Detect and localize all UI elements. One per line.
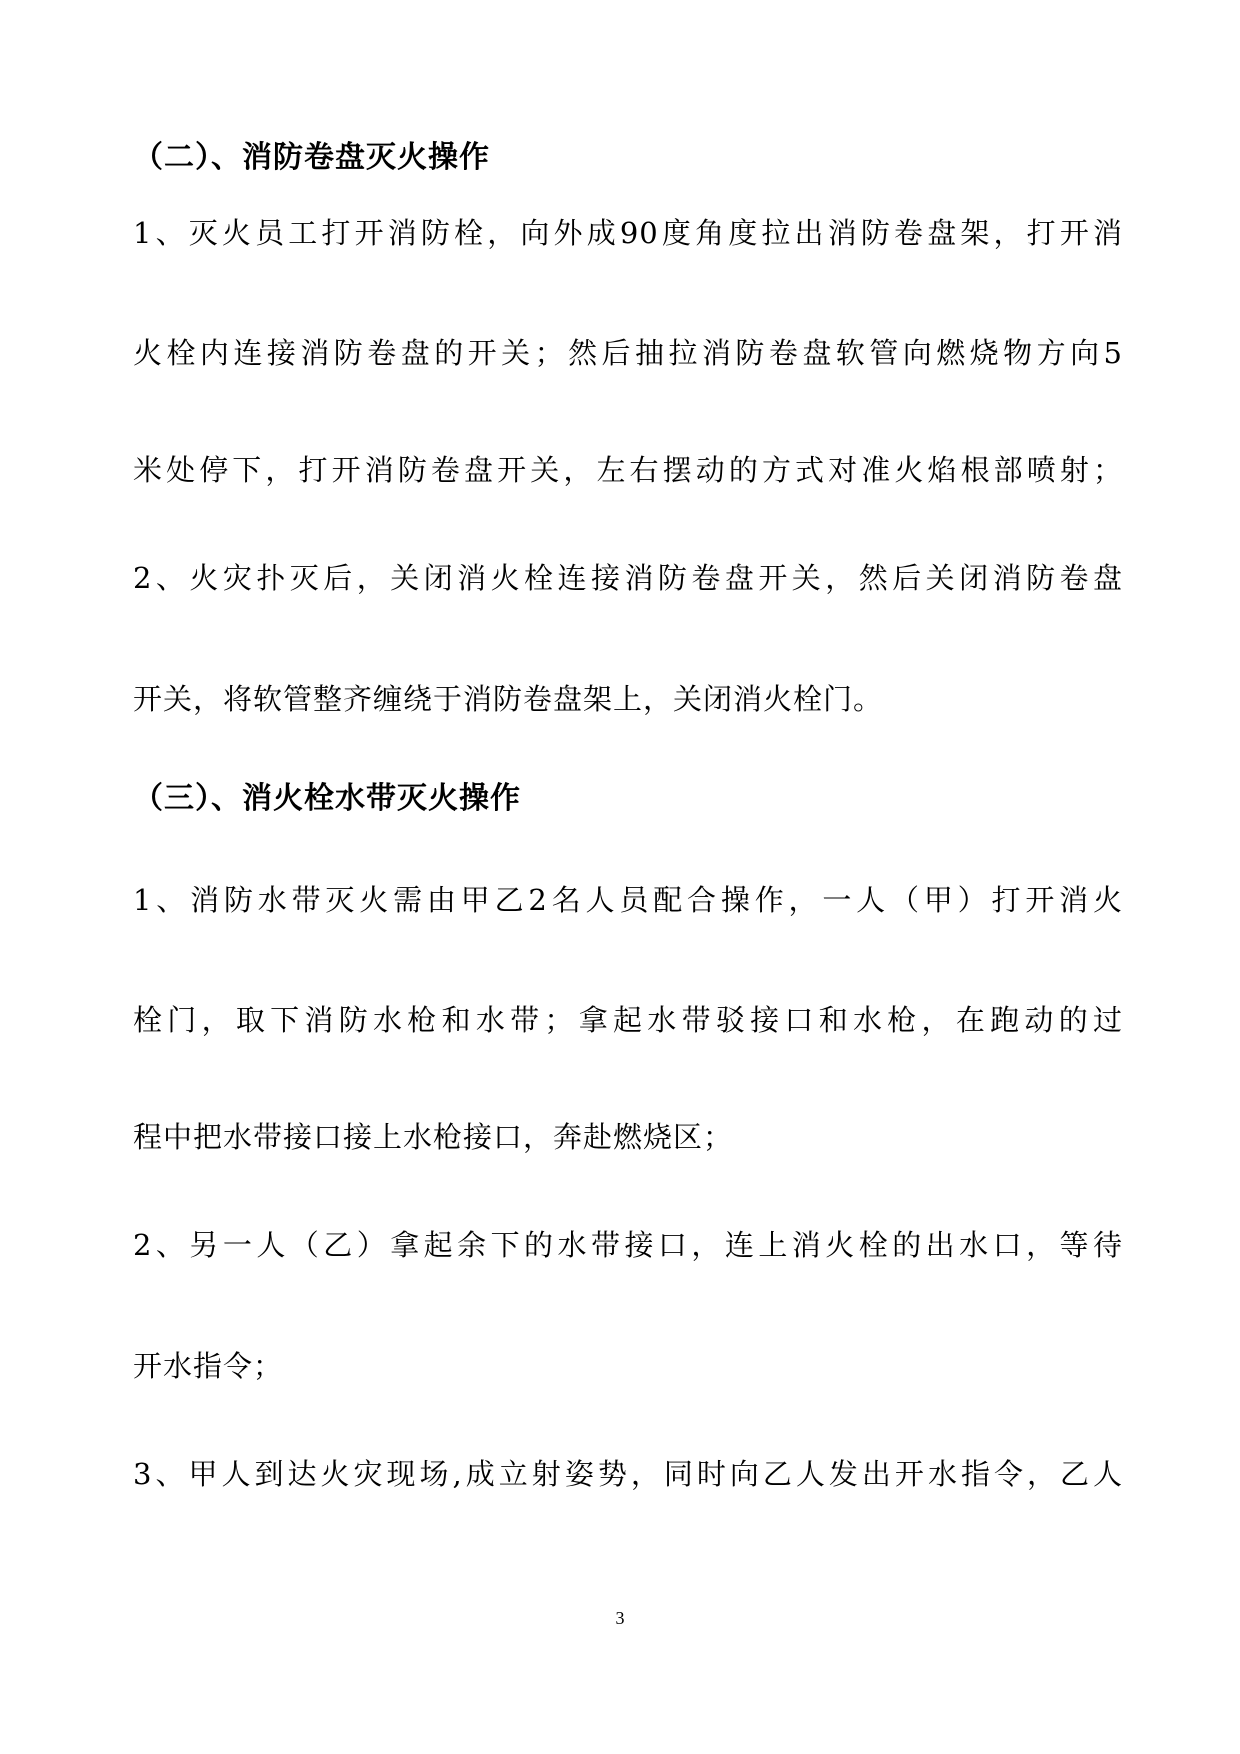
paragraph-line: 3、甲人到达火灾现场,成立射姿势，同时向乙人发出开水指令，乙人 [133,1457,1123,1491]
paragraph-line: 2、另一人（乙）拿起余下的水带接口，连上消火栓的出水口，等待 [133,1228,1123,1262]
paragraph-line: 2、火灾扑灭后，关闭消火栓连接消防卷盘开关，然后关闭消防卷盘 [133,561,1123,595]
page-number: 3 [615,1608,625,1628]
paragraph-line: 开关，将软管整齐缠绕于消防卷盘架上，关闭消火栓门。 [133,682,884,716]
section-heading-hydrant: （三）、消火栓水带灭火操作 [133,781,521,816]
paragraph-line: 栓门，取下消防水枪和水带；拿起水带驳接口和水枪，在跑动的过 [133,1003,1123,1037]
paragraph-line: 1、消防水带灭火需由甲乙2名人员配合操作，一人（甲）打开消火 [133,883,1123,917]
paragraph-line: 火栓内连接消防卷盘的开关；然后抽拉消防卷盘软管向燃烧物方向5 [133,336,1123,370]
paragraph-line: 1、灭火员工打开消防栓，向外成90度角度拉出消防卷盘架，打开消 [133,216,1123,250]
paragraph-line: 开水指令； [133,1349,284,1383]
section-heading-reel: （二）、消防卷盘灭火操作 [133,140,490,175]
paragraph-line: 米处停下，打开消防卷盘开关，左右摆动的方式对准火焰根部喷射； [133,453,1123,487]
paragraph-line: 程中把水带接口接上水枪接口，奔赴燃烧区； [133,1120,734,1154]
